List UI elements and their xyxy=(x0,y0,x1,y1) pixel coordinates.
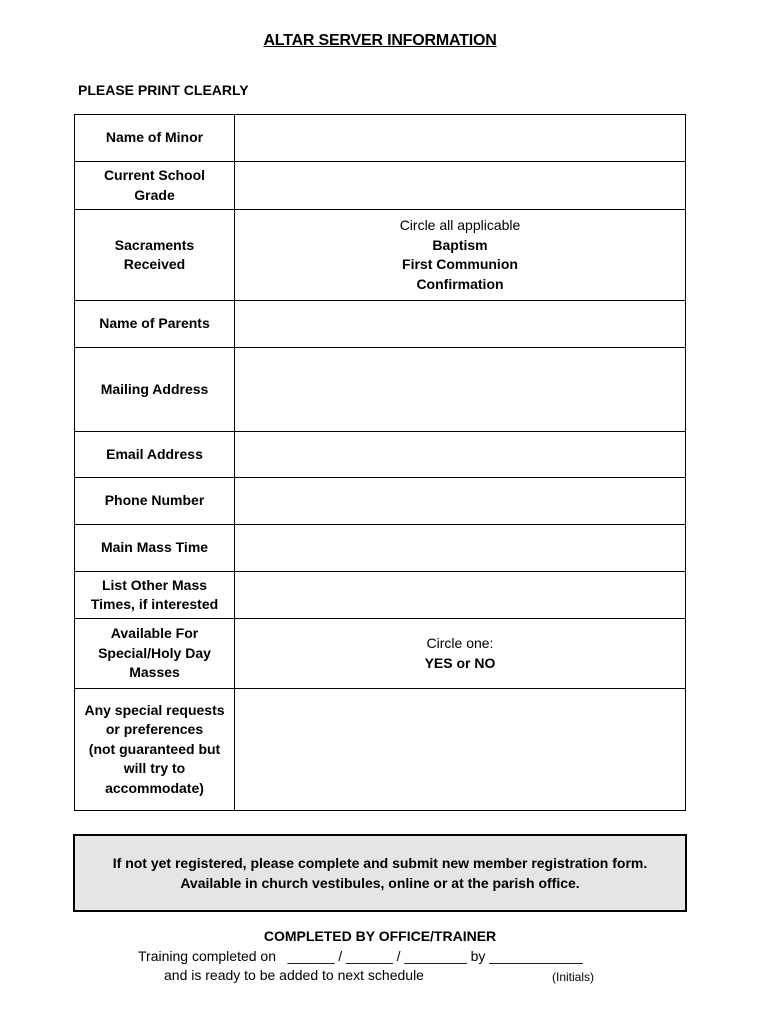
sacraments-instruction: Circle all applicable xyxy=(399,217,521,233)
field-holy-day[interactable] xyxy=(235,619,686,689)
initials-label: (Initials) xyxy=(552,970,595,984)
label-phone: Phone Number xyxy=(75,478,235,525)
field-school-grade[interactable] xyxy=(235,162,686,210)
label-mailing-address: Mailing Address xyxy=(75,348,235,432)
print-instruction: PLEASE PRINT CLEARLY xyxy=(78,82,249,98)
server-info-table xyxy=(74,114,686,811)
field-parents[interactable] xyxy=(235,301,686,348)
field-sacraments[interactable] xyxy=(235,210,686,301)
ready-for-schedule-line: and is ready to be added to next schedule xyxy=(164,967,424,983)
row-email xyxy=(75,432,686,478)
row-holy-day xyxy=(75,619,686,689)
field-special-requests[interactable] xyxy=(235,689,686,811)
label-main-mass-time: Main Mass Time xyxy=(75,525,235,572)
notice-line-1: If not yet registered, please complete and submit new member registration form. xyxy=(112,855,648,871)
label-other-mass-times: List Other Mass Times, if interested xyxy=(75,572,235,619)
row-main-mass-time xyxy=(75,525,686,572)
row-parents xyxy=(75,301,686,348)
training-completed-line[interactable]: Training completed on ______ / ______ / ________ by ____________ xyxy=(138,948,583,964)
form-title: ALTAR SERVER INFORMATION xyxy=(263,32,497,49)
option-yes-or-no[interactable]: YES or NO xyxy=(424,654,496,671)
field-other-mass-times[interactable] xyxy=(235,572,686,619)
option-baptism[interactable]: Baptism xyxy=(432,236,488,253)
field-mailing-address[interactable] xyxy=(235,348,686,432)
label-parents: Name of Parents xyxy=(75,301,235,348)
label-special-requests: Any special requests or preferences (not guaranteed but will try to accommodate) xyxy=(75,689,235,811)
label-holy-day: Available For Special/Holy Day Masses xyxy=(75,619,235,689)
label-name-of-minor: Name of Minor xyxy=(75,115,235,162)
office-heading: COMPLETED BY OFFICE/TRAINER xyxy=(263,928,497,944)
label-school-grade: Current School Grade xyxy=(75,162,235,210)
option-first-communion[interactable]: First Communion xyxy=(402,256,518,272)
row-phone xyxy=(75,478,686,525)
row-other-mass-times xyxy=(75,572,686,619)
row-sacraments xyxy=(75,210,686,301)
row-school-grade xyxy=(75,162,686,210)
option-confirmation[interactable]: Confirmation xyxy=(416,275,504,292)
field-phone[interactable] xyxy=(235,478,686,525)
field-main-mass-time[interactable] xyxy=(235,525,686,572)
notice-line-2: Available in church vestibules, online or at the parish office. xyxy=(180,875,580,891)
field-email[interactable] xyxy=(235,432,686,478)
field-name-of-minor[interactable] xyxy=(235,115,686,162)
row-mailing-address xyxy=(75,348,686,432)
registration-notice xyxy=(73,834,687,912)
label-sacraments: Sacraments Received xyxy=(75,210,235,301)
row-name-of-minor xyxy=(75,115,686,162)
label-email: Email Address xyxy=(75,432,235,478)
row-special-requests xyxy=(75,689,686,811)
holy-day-instruction: Circle one: xyxy=(426,635,494,651)
